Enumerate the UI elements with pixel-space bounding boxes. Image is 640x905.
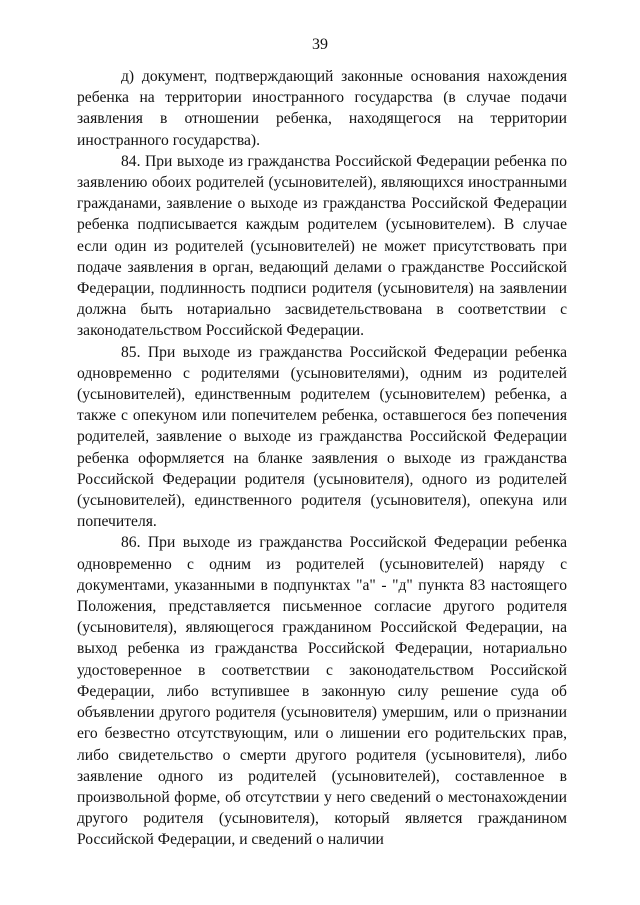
page-number: 39 <box>312 36 328 53</box>
paragraph-84: 84. При выходе из гражданства Российской Федерации ребенка по заявлению обоих родителей (усыновителей), являющихся иностранными гражданами, заявление о выходе из гражданства Российской Федерации ребенка подписывается каждым родителем (усыновителем). В случае если один из родителей (усыновителей) не может присутствовать при подаче заявления в орган, ведающий делами о гражданстве Российской Федерации, подлинность подписи родителя (усыновителя) на заявлении должна быть нотариально засвидетельствована в соответствии с законодательством Российской Федерации. <box>77 152 567 340</box>
paragraph-85: 85. При выходе из гражданства Российской Федерации ребенка одновременно с родителями (усыновителями), одним из родителей (усыновителей), единственным родителем (усыновителем) ребенка, а также с опекуном или попечителем ребенка, оставшегося без попечения родителей, заявление о выходе из гражданства Российской Федерации ребенка оформляется на бланке заявления о выходе из гражданства Российской Федерации родителя (усыновителя), одного из родителей (усыновителей), единственного родителя (усыновителя), опекуна или попечителя. <box>77 343 567 531</box>
paragraph-86: 86. При выходе из гражданства Российской Федерации ребенка одновременно с одним из родителей (усыновителей) наряду с документами, указанными в подпунктах "а" - "д" пункта 83 настоящего Положения, представляется письменное согласие другого родителя (усыновителя), являющегося гражданином Российской Федерации, на выход ребенка из гражданства Российской Федерации, нотариально удостоверенное в соответствии с законодательством Российской Федерации, либо вступившее в законную силу решение суда об объявлении другого родителя (усыновителя) умершим, или о признании его безвестно отсутствующим, или о лишении его родительских прав, либо свидетельство о смерти другого родителя (усыновителя), либо заявление одного из родителей (усыновителей), составленное в произвольной форме, об отсутствии у него сведений о местонахождении другого родителя (усыновителя), который является гражданином Российской Федерации, и сведений о наличии <box>77 534 567 849</box>
document-body <box>77 66 567 851</box>
paragraph-83d: д) документ, подтверждающий законные основания нахождения ребенка на территории иностранного государства (в случае подачи заявления в отношении ребенка, находящегося на территории иностранного государства). <box>77 68 567 149</box>
